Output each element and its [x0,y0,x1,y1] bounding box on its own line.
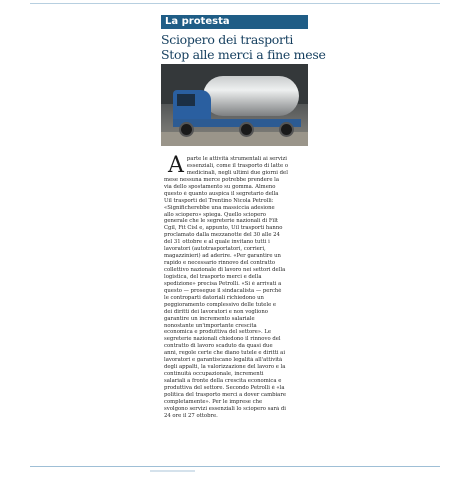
article-line: peggioramento complessivo delle tutele e [164,301,277,308]
article-line: Uil trasporti del Trentino Nicola Petrolli: [164,197,274,204]
article-line: degli appalti, la valorizzazione del lavoro e la [164,364,286,371]
article-line: 24 ore il 27 ottobre. [164,412,218,419]
drop-cap: A [168,153,184,178]
article-line: generale che le segreterie nazionali di Filt [164,218,279,225]
bottom-mark [150,470,195,472]
headline [161,32,326,62]
article-line: svolgono servizi essenziali lo sciopero sarà di [164,405,286,412]
article-line: economica e produttiva del settore». Le [164,329,272,336]
tanker-truck-photo [161,64,308,146]
article-line: spedizione» precisa Petrolli. «Si è arrivati a [164,280,282,287]
headline-line-1: Sciopero dei trasporti [161,32,294,47]
article-line: Cgil, Fit Cisl e, appunto, Uil trasporti hanno [164,225,283,232]
article-line: segreterie nazionali chiedono il rinnovo del [164,336,281,343]
article-line: via dello spostamento su gomma. Almeno [164,183,276,190]
article-line: logistica, del trasporto merci e della [164,273,262,280]
article-line: proclamato dalla mezzanotte del 30 alle 24 [164,232,280,239]
section-label: La protesta [161,15,308,29]
article-line: mese nessuna merce potrebbe prendere la [164,176,279,183]
article-line: questo — prosegue il sindacalista — perché [164,287,282,294]
article-line: dei diritti dei lavoratori e non vogliono [164,308,268,315]
article-line: le controparti datoriali richiedono un [164,294,264,301]
article-lines [164,177,306,420]
article-line: essenziali, come il trasporto di latte o [186,162,289,169]
article-line: magazzinieri) ad aderire. «Per garantire un [164,253,281,260]
article-line: nonostante un'importante crescita [164,322,257,329]
article-line: anni, regole certe che diano tutele e diritti ai [164,350,286,357]
article-line: lavoratori (autotrasportatori, corrieri, [164,246,266,253]
article-line: contratto di lavoro scaduto da quasi due [164,343,273,350]
article-line: politica del trasporto merci a dover cambiare [164,391,287,398]
bottom-rule [30,466,440,467]
article-line: allo sciopero» spiega. Quello sciopero [164,211,266,218]
top-rule [30,3,440,4]
article-line: salariali a fronte della crescita economica e [164,378,282,384]
article-line: collettivo nazionale di lavoro nei settori della [164,267,286,273]
article-line: produttiva del settore. Secondo Petrolli è «la [164,384,285,391]
article-line: lavoratori e garantiscano legalità all'attività [164,357,283,364]
article-line: continuità occupazionale, incrementi [164,371,264,378]
article-line: parte le attività strumentali ai servizi [186,156,288,162]
article-body [164,153,306,420]
article-line: del 31 ottobre e al quale invitano tutti i [164,239,270,246]
headline-line-2: Stop alle merci a fine mese [161,47,326,62]
article-line: rapido e necessario rinnovo del contratto [164,260,276,267]
article-line: medicinali, negli ultimi due giorni del [186,169,288,176]
article-line: garantire un incremento salariale [164,315,255,322]
article-first-lines [164,153,306,178]
article-line: completamente». Per le imprese che [164,398,263,405]
article-line: «Significherebbe una massiccia adesione [164,204,275,211]
article-line: questo è quanto auspica il segretario della [164,190,279,197]
